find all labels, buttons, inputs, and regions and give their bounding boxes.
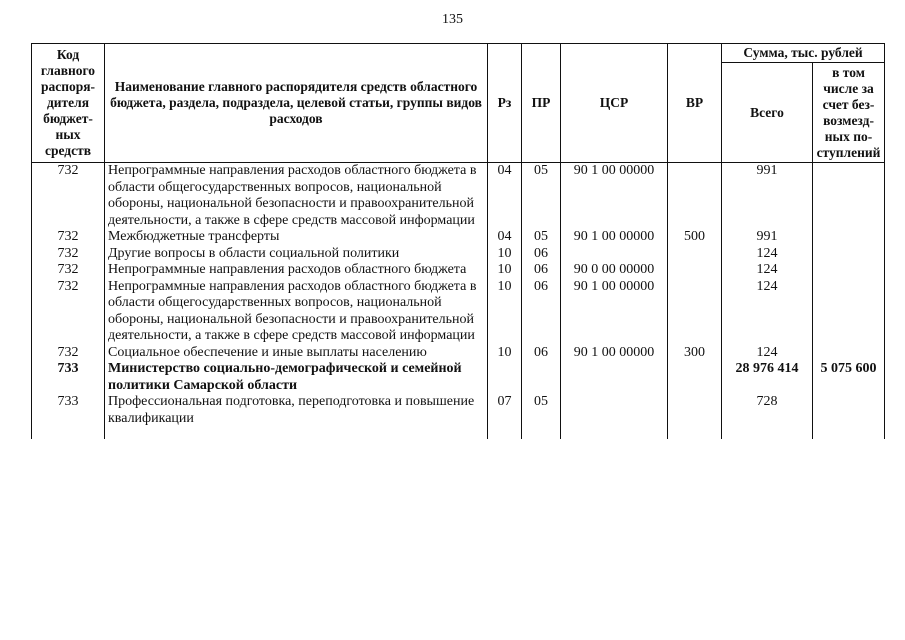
- cell-pr: 05: [522, 163, 561, 230]
- cell-code: 732: [32, 229, 105, 246]
- cell-pr: [522, 361, 561, 394]
- cell-name: Министерство социально-демографической и семейной политики Самарской области: [105, 361, 488, 394]
- cell-code: 732: [32, 262, 105, 279]
- cell-name: Профессиональная подготовка, переподготовка и повышение квалификации: [105, 394, 488, 439]
- cell-total: 991: [722, 229, 813, 246]
- cell-total: 124: [722, 246, 813, 263]
- table-row: [32, 394, 885, 439]
- cell-csr: [561, 246, 668, 263]
- cell-rz: 10: [488, 345, 522, 362]
- cell-name: Межбюджетные трансферты: [105, 229, 488, 246]
- table-header: [32, 44, 885, 163]
- cell-incl: [813, 229, 885, 246]
- header-incl: в том числе за счет без-возмезд-ных по-ступлений: [813, 63, 885, 163]
- cell-rz: 04: [488, 163, 522, 230]
- cell-name: Непрограммные направления расходов областного бюджета в области общегосударственных вопросов, национальной обороны, национальной безопасности и правоохранительной деятельности, а также в сфере средств массовой информации: [105, 279, 488, 345]
- cell-csr: [561, 361, 668, 394]
- cell-total: 124: [722, 279, 813, 345]
- cell-name: Другие вопросы в области социальной политики: [105, 246, 488, 263]
- cell-pr: 05: [522, 229, 561, 246]
- cell-csr: 90 1 00 00000: [561, 279, 668, 345]
- cell-name: Непрограммные направления расходов областного бюджета: [105, 262, 488, 279]
- header-total: Всего: [722, 63, 813, 163]
- cell-vr: 300: [668, 345, 722, 362]
- cell-csr: 90 1 00 00000: [561, 163, 668, 230]
- cell-vr: [668, 361, 722, 394]
- cell-code: 732: [32, 345, 105, 362]
- table-row: [32, 229, 885, 246]
- cell-code: 732: [32, 279, 105, 345]
- table-body: [32, 163, 885, 440]
- cell-code: 733: [32, 361, 105, 394]
- table-row: [32, 262, 885, 279]
- cell-vr: 500: [668, 229, 722, 246]
- table-row: [32, 246, 885, 263]
- header-code: Код главного распоря-дителя бюджет-ных средств: [32, 44, 105, 163]
- header-sum: Сумма, тыс. рублей: [722, 44, 885, 63]
- cell-csr: [561, 394, 668, 439]
- cell-csr: 90 1 00 00000: [561, 229, 668, 246]
- cell-vr: [668, 279, 722, 345]
- cell-rz: 10: [488, 279, 522, 345]
- cell-incl: [813, 262, 885, 279]
- cell-rz: 04: [488, 229, 522, 246]
- cell-incl: [813, 246, 885, 263]
- cell-vr: [668, 394, 722, 439]
- cell-total: 728: [722, 394, 813, 439]
- cell-total: 991: [722, 163, 813, 230]
- cell-incl: 5 075 600: [813, 361, 885, 394]
- cell-total: 28 976 414: [722, 361, 813, 394]
- cell-csr: 90 0 00 00000: [561, 262, 668, 279]
- cell-total: 124: [722, 345, 813, 362]
- cell-rz: 10: [488, 262, 522, 279]
- cell-vr: [668, 262, 722, 279]
- cell-name: Социальное обеспечение и иные выплаты населению: [105, 345, 488, 362]
- cell-rz: [488, 361, 522, 394]
- page-number: 135: [442, 12, 463, 27]
- cell-pr: 05: [522, 394, 561, 439]
- cell-incl: [813, 163, 885, 230]
- cell-total: 124: [722, 262, 813, 279]
- header-pr: ПР: [522, 44, 561, 163]
- table-row: [32, 163, 885, 230]
- cell-pr: 06: [522, 246, 561, 263]
- cell-pr: 06: [522, 345, 561, 362]
- cell-pr: 06: [522, 279, 561, 345]
- cell-vr: [668, 163, 722, 230]
- cell-code: 732: [32, 163, 105, 230]
- cell-rz: 07: [488, 394, 522, 439]
- cell-code: 732: [32, 246, 105, 263]
- table-row-ministry: [32, 361, 885, 394]
- header-name: Наименование главного распорядителя средств областного бюджета, раздела, подраздела, целевой статьи, группы видов расходов: [105, 44, 488, 163]
- cell-incl: [813, 394, 885, 439]
- cell-incl: [813, 279, 885, 345]
- table-row: [32, 345, 885, 362]
- cell-incl: [813, 345, 885, 362]
- header-vr: ВР: [668, 44, 722, 163]
- cell-rz: 10: [488, 246, 522, 263]
- cell-csr: 90 1 00 00000: [561, 345, 668, 362]
- budget-table: [31, 43, 885, 439]
- header-rz: Рз: [488, 44, 522, 163]
- cell-vr: [668, 246, 722, 263]
- cell-code: 733: [32, 394, 105, 439]
- header-csr: ЦСР: [561, 44, 668, 163]
- cell-name: Непрограммные направления расходов областного бюджета в области общегосударственных вопросов, национальной обороны, национальной безопасности и правоохранительной деятельности, а также в сфере средств массовой информации: [105, 163, 488, 230]
- table-row: [32, 279, 885, 345]
- cell-pr: 06: [522, 262, 561, 279]
